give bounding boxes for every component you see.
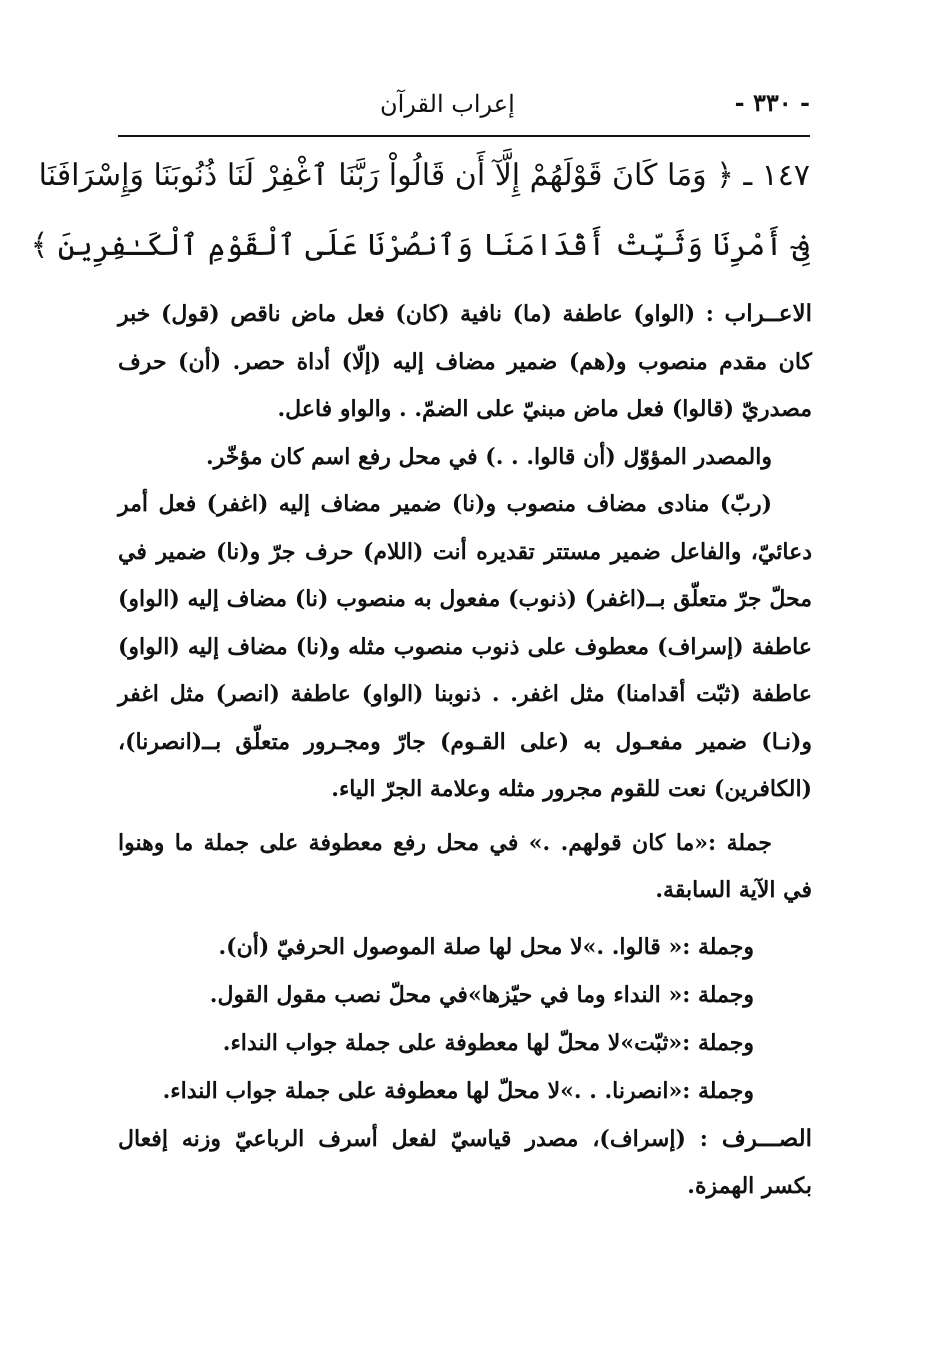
sarf-label: الصـــرف <box>721 1124 812 1152</box>
verse-line-1: ١٤٧ ـ ﴿ وَمَا كَانَ قَوْلَهُمْ إِلَّآ أَن قَالُواْ رَبَّنَا ٱغْفِرْ لَنَا ذُنُوبَنَا وَإِسْرَافَنَا <box>38 158 810 193</box>
irab-paragraph <box>118 290 812 434</box>
sarf-paragraph <box>118 1115 812 1211</box>
masdar-paragraph: والمصدر المؤوّل (أن قالوا. . .) في محل رفع اسم كان مؤخّر. <box>205 443 772 470</box>
jumla-line-4: وجملة :«انصرنا. . .»لا محلّ لها معطوفة على جملة جواب النداء. <box>162 1077 754 1104</box>
irab-text: : (الواو) عاطفة (ما) نافية (كان) فعل ماض ناقص (قول) خبر كان مقدم منصوب و(هم) ضمير مضاف إليه (إلّا) أداة حصر. (أن) حرف مصدريّ (قالوا) فعل ماض مبنيّ على الضمّ. . والواو فاعل. <box>118 301 812 422</box>
running-title: إعراب القرآن <box>380 90 515 118</box>
spacer <box>118 915 812 923</box>
page-number: - ٣٣٠ - <box>734 88 810 117</box>
jumla-line-3: وجملة :«ثبّت»لا محلّ لها معطوفة على جملة جواب النداء. <box>222 1029 754 1056</box>
verse-line-2: فِىٓ أَمْرِنَا وَثَبِّتْ أَقْدَامَنَا وَٱنصُرْنَا عَلَى ٱلْقَوْمِ ٱلْكَـٰفِرِينَ ﴾ <box>30 228 810 263</box>
jumla-paragraph: جملة :«ما كان قولهم. .» في محل رفع معطوفة على جملة ما وهنوا في الآية السابقة. <box>118 829 812 903</box>
sarf-text: : (إسراف)، مصدر قياسيّ لفعل أسرف الرباعيّ وزنه إفعال بكسر الهمزة. <box>118 1125 812 1199</box>
jumla-line-2: وجملة :« النداء وما في حيّزها»في محلّ نصب مقول القول. <box>209 981 754 1008</box>
commentary-body <box>118 290 812 1211</box>
jumla-line-1: وجملة :« قالوا. .»لا محل لها صلة الموصول الحرفيّ (أن). <box>218 933 754 960</box>
irab-label: الاعــراب <box>724 300 812 327</box>
rabb-paragraph: (ربّ) منادى مضاف منصوب و(نا) ضمير مضاف إليه (اغفر) فعل أمر دعائيّ، والفاعل ضمير مستتر تقديره أنت (اللام) حرف جرّ و(نا) ضمير في محلّ جرّ متعلّق بــ(اغفر) (ذنوب) مفعول به منصوب (نا) مضاف إليه (الواو) عاطفة (إسراف) معطوف على ذنوب منصوب مثله و(نا) مضاف إليه (الواو) عاطفة (ثبّت أقدامنا) مثل اغفر. . ذنوبنا (الواو) عاطفة (انصر) مثل اغفر و(نـا) ضمير مفعـول به (على القـوم) جارّ ومجـرور متعلّق بــ(انصرنا)، (الكافرين) نعت للقوم مجرور مثله وعلامة الجرّ الياء. <box>118 491 812 802</box>
page-header <box>120 88 810 128</box>
header-rule <box>118 135 810 137</box>
